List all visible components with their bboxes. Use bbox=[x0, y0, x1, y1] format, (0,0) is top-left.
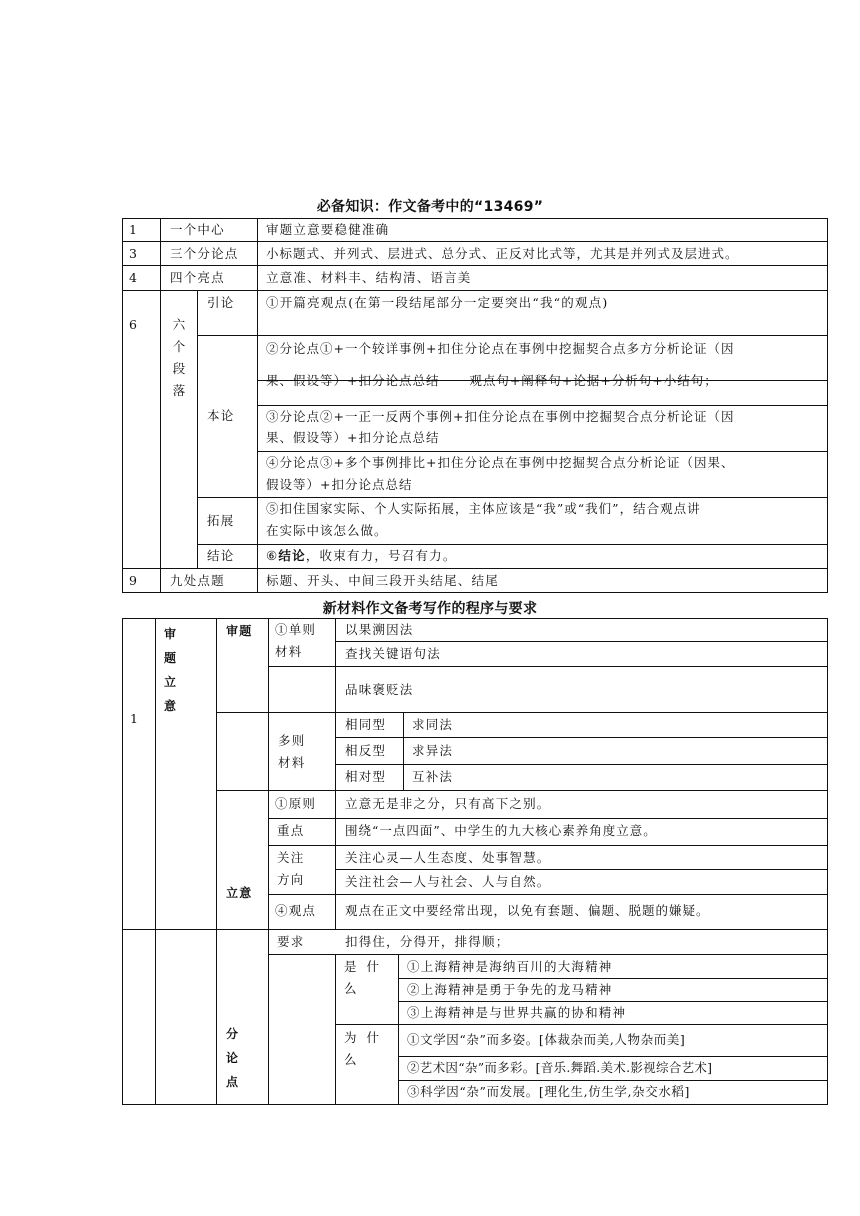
liyi-row-label: 重点 bbox=[277, 823, 305, 838]
method: 求异法 bbox=[412, 743, 454, 758]
row-num: 1 bbox=[129, 222, 139, 237]
row-name: 一个中心 bbox=[170, 222, 225, 237]
title-writing-procedure: 新材料作文备考写作的程序与要求 bbox=[322, 601, 538, 617]
part-line: 假设等）+扣分论点总结 bbox=[266, 477, 413, 492]
single-material-label: ①单则材料 bbox=[275, 622, 317, 659]
method: 求同法 bbox=[412, 717, 454, 732]
material-type: 相对型 bbox=[345, 769, 387, 784]
wei-item: ②艺术因“杂”而多彩。[音乐.舞蹈.美术.影视综合艺术] bbox=[407, 1060, 713, 1075]
shi-item: ③上海精神是与世界共赢的协和精神 bbox=[407, 1005, 627, 1020]
row-name: 九处点题 bbox=[170, 573, 225, 588]
liyi-row-content: 关注社会—人与社会、人与自然。 bbox=[345, 874, 551, 889]
section-num: 1 bbox=[130, 711, 140, 726]
method: 互补法 bbox=[412, 769, 454, 784]
material-type: 相同型 bbox=[345, 717, 387, 732]
liyi-row-content: 围绕“一点四面”、中学生的九大核心素养角度立意。 bbox=[345, 823, 657, 838]
liyi-label: 立意 bbox=[226, 886, 253, 900]
wei-item: ③科学因“杂”而发展。[理化生,仿生学,杂交水稻] bbox=[407, 1084, 690, 1099]
part-name-jielun: 结论 bbox=[207, 548, 235, 563]
multi-material-label: 多则材料 bbox=[278, 733, 306, 770]
title-13469: 必备知识：作文备考中的“13469” bbox=[316, 199, 544, 215]
row-content: 审题立意要稳健准确 bbox=[266, 222, 390, 237]
part-line-jielun: ⑥结论，收束有力，号召有力。 bbox=[266, 548, 457, 563]
part-line: 果、假设等）+扣分论点总结 bbox=[266, 430, 440, 445]
row-content: 标题、开头、中间三段开头结尾、结尾 bbox=[266, 573, 499, 588]
row-name: 四个亮点 bbox=[170, 270, 225, 285]
part-line: 果、假设等）+扣分论点总结 观点句+阐释句+论据+分析句+小结句； bbox=[266, 373, 718, 388]
six-paragraphs-label: 六个段落 bbox=[172, 317, 186, 398]
yaoqiu-content: 扣得住，分得开，排得顺； bbox=[345, 934, 510, 949]
shi-label: 是 什么 bbox=[344, 959, 382, 996]
method: 品味褒贬法 bbox=[345, 682, 414, 697]
shenti-label: 审题 bbox=[226, 624, 253, 638]
liyi-row-label: ④观点 bbox=[275, 903, 317, 918]
part-name-yinlun: 引论 bbox=[207, 295, 235, 310]
wei-label: 为 什么 bbox=[344, 1030, 382, 1067]
row-num: 6 bbox=[129, 317, 139, 332]
liyi-row-label: 关注方向 bbox=[277, 850, 305, 887]
part-line: ⑤扣住国家实际、个人实际拓展，主体应该是“我”或“我们”，结合观点讲 bbox=[266, 501, 701, 516]
part-line: ③分论点②+一正一反两个事例+扣住分论点在事例中挖掘契合点分析论证（因 bbox=[266, 409, 735, 424]
liyi-row-content: 立意无是非之分，只有高下之别。 bbox=[345, 796, 551, 811]
row-num: 9 bbox=[129, 573, 139, 588]
material-type: 相反型 bbox=[345, 743, 387, 758]
part-name-benlun: 本论 bbox=[207, 408, 235, 423]
part-line: ②分论点①+一个较详事例+扣住分论点在事例中挖掘契合点多方分析论证（因 bbox=[266, 341, 735, 356]
part-name-tuozhan: 拓展 bbox=[207, 513, 235, 528]
row-name: 三个分论点 bbox=[170, 246, 239, 261]
method: 查找关键语句法 bbox=[345, 646, 441, 661]
liyi-row-label: ①原则 bbox=[275, 796, 317, 811]
shi-item: ①上海精神是海纳百川的大海精神 bbox=[407, 959, 613, 974]
shi-item: ②上海精神是勇于争先的龙马精神 bbox=[407, 982, 613, 997]
liyi-row-content: 观点在正文中要经常出现，以免有套题、偏题、脱题的嫌疑。 bbox=[345, 903, 710, 918]
part-line: 在实际中该怎么做。 bbox=[266, 523, 388, 538]
method: 以果溯因法 bbox=[345, 622, 414, 637]
row-num: 4 bbox=[129, 270, 139, 285]
part-line: ④分论点③+多个事例排比+扣住分论点在事例中挖掘契合点分析论证（因果、 bbox=[266, 455, 735, 470]
shenti-liyi-label: 审题立意 bbox=[163, 627, 176, 713]
liyi-row-content: 关注心灵—人生态度、处事智慧。 bbox=[345, 850, 551, 865]
row-content: 立意准、材料丰、结构清、语言美 bbox=[266, 270, 472, 285]
row-num: 3 bbox=[129, 246, 139, 261]
row-content: 小标题式、并列式、层进式、总分式、正反对比式等，尤其是并列式及层进式。 bbox=[266, 246, 739, 261]
part-line: ①开篇亮观点(在第一段结尾部分一定要突出“我“的观点) bbox=[266, 295, 609, 310]
wei-item: ①文学因“杂”而多姿。[体裁杂而美,人物杂而美] bbox=[407, 1032, 686, 1047]
fenlun-label: 分论点 bbox=[225, 1027, 238, 1089]
yaoqiu-label: 要求 bbox=[277, 934, 305, 949]
